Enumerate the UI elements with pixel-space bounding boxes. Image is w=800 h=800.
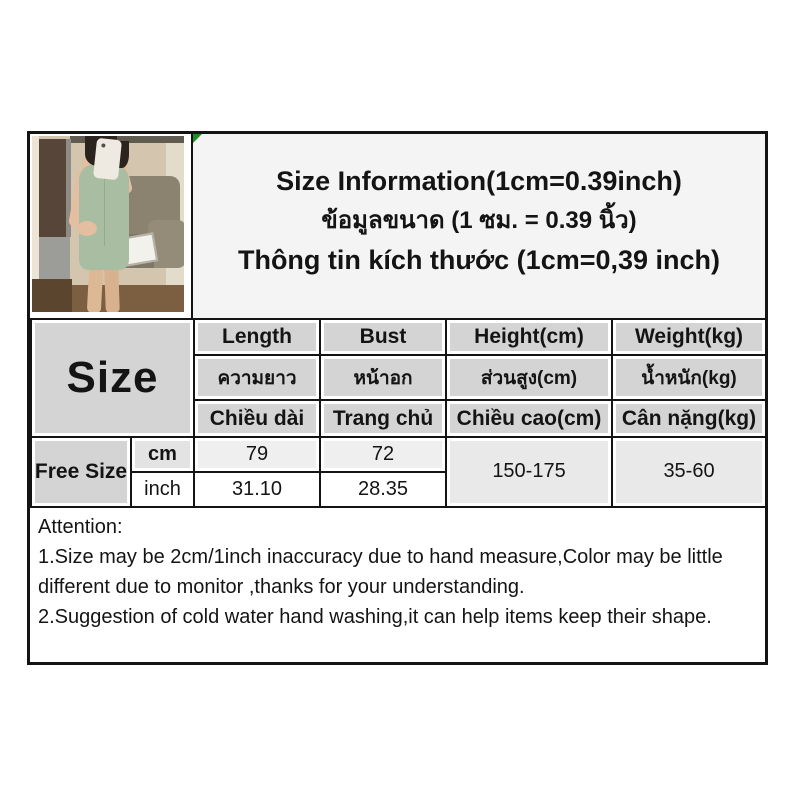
photo-dress-seam (104, 168, 105, 246)
photo-model-leg-right (104, 265, 120, 312)
green-corner-triangle-icon (193, 134, 202, 143)
header-height-en: Height(cm) (446, 319, 612, 355)
header-height-vi: Chiều cao(cm) (446, 400, 612, 436)
photo-green-dress (79, 164, 129, 270)
header-bust-vi: Trang chủ (320, 400, 446, 436)
size-table (30, 318, 767, 508)
bust-inch-value: 28.35 (320, 472, 446, 507)
header-weight-en: Weight(kg) (612, 319, 766, 355)
header-length-th: ความยาว (194, 355, 320, 400)
photo-phone (93, 138, 122, 180)
photo-mirror-glass (39, 237, 70, 285)
attention-item-2: 2.Suggestion of cold water hand washing,it can help items keep their shape. (38, 606, 712, 628)
product-photo-cell (30, 134, 193, 318)
photo-floor-shadow (32, 279, 72, 312)
title-thai: ข้อมูลขนาด (1 ซม. = 0.39 นิ้ว) (321, 207, 637, 234)
product-photo (32, 136, 184, 312)
header-weight-vi: Cân nặng(kg) (612, 400, 766, 436)
header-height-th: ส่วนสูง(cm) (446, 355, 612, 400)
table-row-header-en (31, 319, 766, 355)
title-panel (193, 134, 765, 318)
header-length-en: Length (194, 319, 320, 355)
unit-inch-label: inch (131, 472, 194, 507)
attention-section (30, 508, 765, 662)
unit-cm-label: cm (131, 437, 194, 472)
length-inch-value: 31.10 (194, 472, 320, 507)
top-section (30, 134, 765, 318)
height-range-value: 150-175 (446, 437, 612, 507)
title-english: Size Information(1cm=0.39inch) (276, 166, 682, 196)
header-bust-en: Bust (320, 319, 446, 355)
header-length-vi: Chiều dài (194, 400, 320, 436)
photo-model-leg-left (87, 267, 103, 312)
header-bust-th: หน้าอก (320, 355, 446, 400)
size-corner-cell: Size (31, 319, 194, 437)
weight-range-value: 35-60 (612, 437, 766, 507)
header-weight-th: น้ำหนัก(kg) (612, 355, 766, 400)
free-size-label: Free Size (31, 437, 131, 507)
attention-heading: Attention: (38, 516, 123, 538)
length-cm-value: 79 (194, 437, 320, 472)
table-row-cm (31, 437, 766, 472)
title-vietnamese: Thông tin kích thước (1cm=0,39 inch) (237, 245, 721, 275)
photo-wardrobe (39, 139, 66, 237)
photo-model-hand (77, 221, 97, 236)
photo-phone-camera-icon (101, 143, 105, 147)
attention-item-1: 1.Size may be 2cm/1inch inaccuracy due to hand measure,Color may be little different due to monitor ,thanks for your understanding. (38, 546, 723, 598)
size-info-sheet (27, 131, 768, 665)
bust-cm-value: 72 (320, 437, 446, 472)
